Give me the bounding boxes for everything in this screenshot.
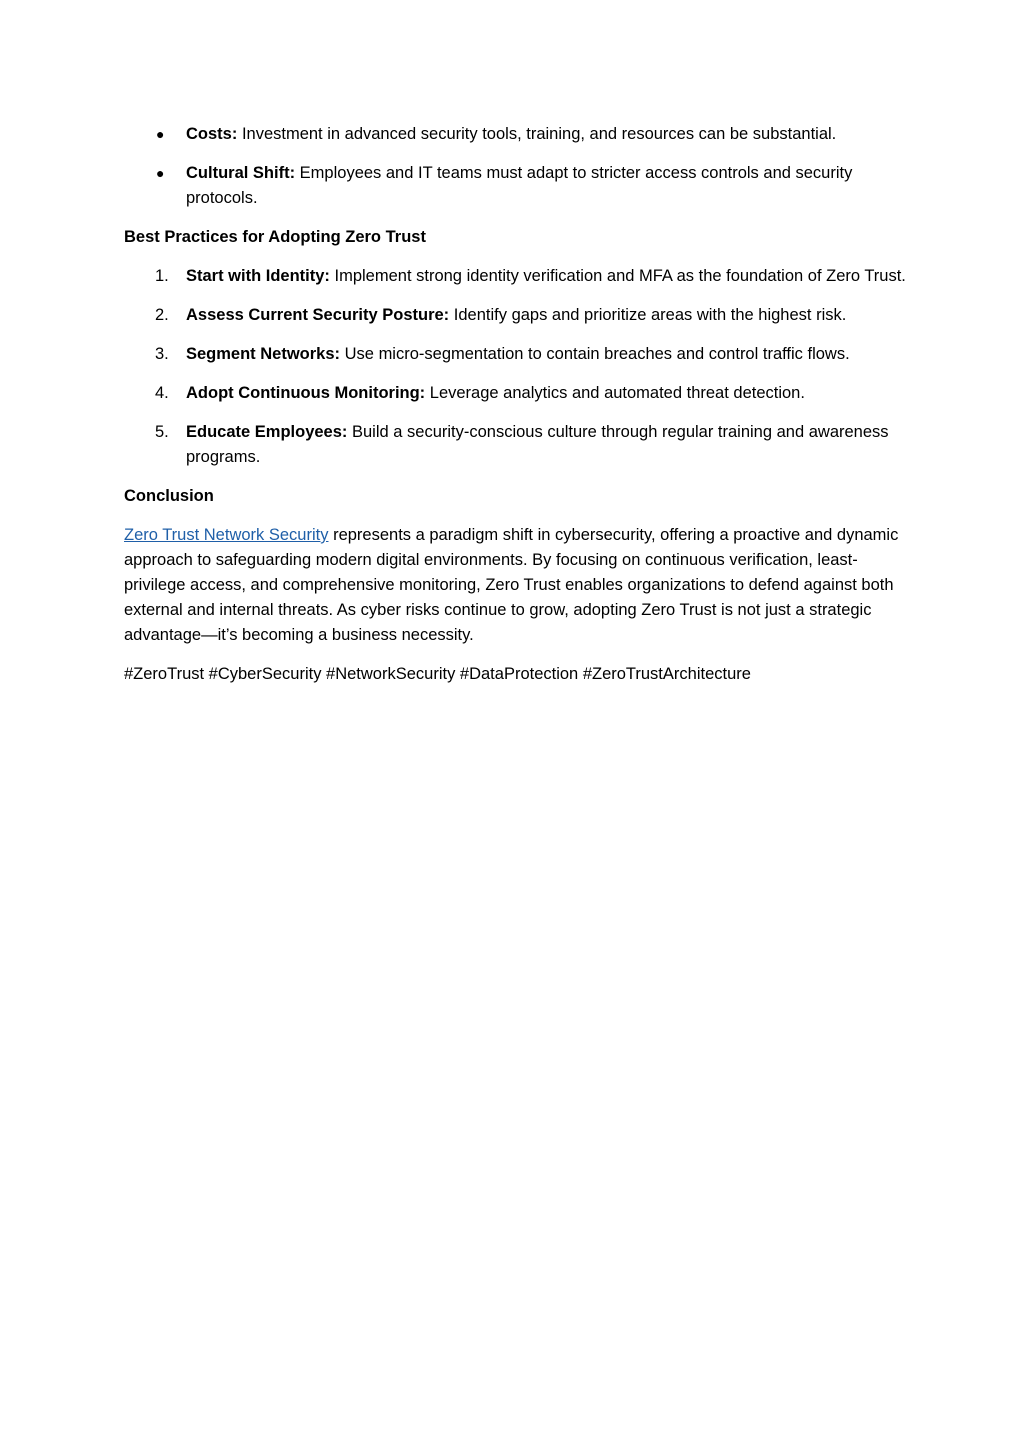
item-text: Use micro-segmentation to contain breaches and control traffic flows.	[344, 345, 850, 363]
document-page	[124, 122, 914, 701]
item-text: Identify gaps and prioritize areas with the highest risk.	[453, 306, 847, 324]
item-number: 2.	[155, 306, 169, 324]
item-number: 3.	[155, 345, 169, 363]
list-item	[124, 381, 914, 406]
list-item	[124, 264, 914, 289]
item-text: Build a security-conscious culture through regular training and awareness programs.	[186, 423, 889, 466]
item-term: Assess Current Security Posture:	[186, 306, 450, 324]
item-text: Investment in advanced security tools, training, and resources can be substantial.	[241, 125, 837, 143]
list-item	[124, 122, 914, 147]
bullet-icon: ●	[156, 165, 165, 181]
list-item	[124, 342, 914, 367]
conclusion-text: represents a paradigm shift in cybersecurity, offering a proactive and dynamic approach to safeguarding modern digital environments. By focusing on continuous verification, least-privilege access, and comprehensive monitoring, Zero Trust enables organizations to defend against both external and internal threats. As cyber risks continue to grow, adopting Zero Trust is not just a strategic advantage—it’s becoming a business necessity.	[124, 526, 899, 644]
item-text: Employees and IT teams must adapt to stricter access controls and security protocols.	[186, 164, 853, 207]
item-text: Implement strong identity verification and MFA as the foundation of Zero Trust.	[334, 267, 906, 285]
item-term: Segment Networks:	[186, 345, 341, 363]
best-practices-list	[124, 264, 914, 470]
conclusion-heading: Conclusion	[124, 487, 214, 505]
best-practices-heading: Best Practices for Adopting Zero Trust	[124, 228, 426, 246]
list-item	[124, 420, 914, 470]
item-term: Educate Employees:	[186, 423, 348, 441]
hashtags: #ZeroTrust #CyberSecurity #NetworkSecurity #DataProtection #ZeroTrustArchitecture	[124, 665, 751, 683]
item-text: Leverage analytics and automated threat detection.	[429, 384, 805, 402]
challenges-list	[124, 122, 914, 211]
item-term: Adopt Continuous Monitoring:	[186, 384, 426, 402]
list-item	[124, 303, 914, 328]
item-number: 4.	[155, 384, 169, 402]
item-term: Start with Identity:	[186, 267, 330, 285]
item-number: 5.	[155, 423, 169, 441]
list-item	[124, 161, 914, 211]
item-term: Costs:	[186, 125, 238, 143]
item-number: 1.	[155, 267, 169, 285]
conclusion-paragraph	[124, 523, 914, 648]
item-term: Cultural Shift:	[186, 164, 296, 182]
zero-trust-link[interactable]: Zero Trust Network Security	[124, 526, 329, 544]
bullet-icon: ●	[156, 126, 165, 142]
